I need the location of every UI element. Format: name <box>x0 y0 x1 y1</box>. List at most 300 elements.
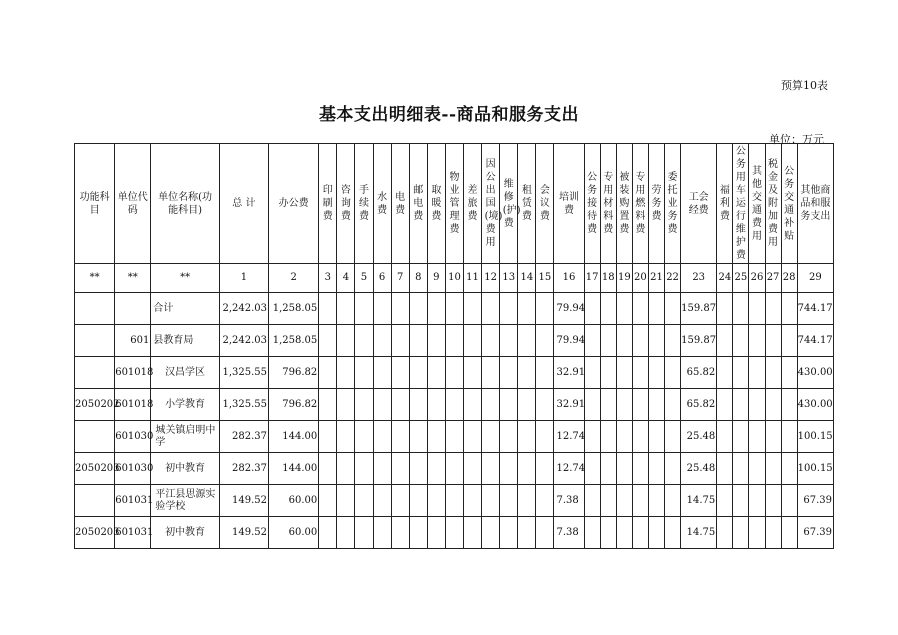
table-cell <box>733 293 749 325</box>
table-cell <box>319 357 337 389</box>
table-cell: 601031 <box>115 485 151 517</box>
table-cell <box>648 293 664 325</box>
table-cell: 744.17 <box>797 325 833 357</box>
table-row <box>75 325 834 357</box>
column-index: 23 <box>681 264 717 293</box>
table-cell: 65.82 <box>681 357 717 389</box>
table-cell <box>337 517 355 549</box>
column-index: 13 <box>500 264 518 293</box>
table-cell <box>482 389 500 421</box>
table-cell: 149.52 <box>219 517 268 549</box>
table-cell <box>427 517 445 549</box>
table-cell <box>391 453 409 485</box>
table-cell <box>665 325 681 357</box>
table-cell <box>427 389 445 421</box>
table-cell <box>733 485 749 517</box>
table-cell <box>337 389 355 421</box>
table-cell <box>600 485 616 517</box>
table-cell: 1,258.05 <box>269 325 319 357</box>
table-cell <box>632 325 648 357</box>
table-cell <box>536 357 554 389</box>
table-cell <box>355 389 373 421</box>
table-cell: 100.15 <box>797 453 833 485</box>
table-cell <box>427 325 445 357</box>
column-header: 税金及附加费用 <box>765 144 781 264</box>
table-cell <box>319 421 337 453</box>
table-cell <box>75 421 115 453</box>
column-header: 维修(护)费 <box>500 144 518 264</box>
table-cell: 1,258.05 <box>269 293 319 325</box>
table-cell: 67.39 <box>797 485 833 517</box>
table-cell <box>648 389 664 421</box>
table-cell <box>391 485 409 517</box>
column-index: ** <box>151 264 219 293</box>
column-index: 25 <box>733 264 749 293</box>
table-row <box>75 357 834 389</box>
table-cell: 2,242.03 <box>219 293 268 325</box>
table-cell <box>518 453 536 485</box>
table-cell <box>373 357 391 389</box>
table-cell <box>464 357 482 389</box>
column-index: 9 <box>427 264 445 293</box>
table-cell: 282.37 <box>219 453 268 485</box>
column-header: 专用材料费 <box>600 144 616 264</box>
table-cell: 601 <box>115 325 151 357</box>
table-cell <box>337 453 355 485</box>
table-cell <box>482 357 500 389</box>
column-header: 委托业务费 <box>665 144 681 264</box>
table-cell: 初中教育 <box>151 517 219 549</box>
table-cell <box>391 325 409 357</box>
table-row <box>75 485 834 517</box>
table-cell <box>781 389 797 421</box>
table-cell: 282.37 <box>219 421 268 453</box>
table-cell <box>616 357 632 389</box>
table-cell <box>648 421 664 453</box>
table-cell <box>781 357 797 389</box>
table-cell <box>409 517 427 549</box>
table-cell <box>391 389 409 421</box>
table-cell <box>600 389 616 421</box>
table-cell <box>600 453 616 485</box>
table-cell <box>733 325 749 357</box>
column-index: 15 <box>536 264 554 293</box>
table-cell <box>355 357 373 389</box>
table-cell <box>518 517 536 549</box>
column-header: 物业管理费 <box>445 144 463 264</box>
table-cell <box>427 293 445 325</box>
table-cell <box>337 421 355 453</box>
table-cell <box>409 325 427 357</box>
table-cell <box>464 389 482 421</box>
table-cell: 32.91 <box>554 389 584 421</box>
table-cell <box>733 421 749 453</box>
table-cell: 100.15 <box>797 421 833 453</box>
table-cell <box>600 293 616 325</box>
table-cell <box>536 325 554 357</box>
index-row <box>75 264 834 293</box>
table-cell <box>500 485 518 517</box>
table-cell: 初中教育 <box>151 453 219 485</box>
table-cell <box>500 325 518 357</box>
table-cell <box>717 517 733 549</box>
table-cell: 67.39 <box>797 517 833 549</box>
column-index: ** <box>75 264 115 293</box>
table-cell <box>373 389 391 421</box>
table-cell <box>337 325 355 357</box>
table-cell <box>781 453 797 485</box>
table-cell <box>600 357 616 389</box>
table-cell <box>355 517 373 549</box>
table-cell <box>445 485 463 517</box>
column-index: 19 <box>616 264 632 293</box>
table-cell <box>600 517 616 549</box>
table-cell <box>584 325 600 357</box>
table-cell <box>518 485 536 517</box>
table-row <box>75 389 834 421</box>
table-cell <box>391 357 409 389</box>
column-index: 26 <box>749 264 765 293</box>
column-index: 7 <box>391 264 409 293</box>
table-cell <box>616 517 632 549</box>
column-index: 20 <box>632 264 648 293</box>
table-cell <box>765 485 781 517</box>
table-cell <box>632 453 648 485</box>
table-cell <box>765 357 781 389</box>
table-cell <box>75 325 115 357</box>
table-cell <box>665 293 681 325</box>
table-cell <box>337 357 355 389</box>
form-code: 预算10表 <box>781 79 828 92</box>
table-cell <box>749 453 765 485</box>
column-index: 29 <box>797 264 833 293</box>
column-header: 单位名称(功能科目) <box>151 144 219 264</box>
table-cell <box>717 325 733 357</box>
page-title: 基本支出明细表--商品和服务支出 <box>318 105 580 125</box>
table-cell <box>765 325 781 357</box>
column-index: ** <box>115 264 151 293</box>
table-cell <box>632 357 648 389</box>
table-cell <box>749 485 765 517</box>
table-cell <box>536 485 554 517</box>
table-cell: 60.00 <box>269 485 319 517</box>
table-cell <box>600 421 616 453</box>
table-cell <box>464 485 482 517</box>
table-cell <box>355 325 373 357</box>
column-index: 17 <box>584 264 600 293</box>
column-index: 4 <box>337 264 355 293</box>
table-cell <box>733 517 749 549</box>
table-cell <box>765 389 781 421</box>
unit-label: 单位：万元 <box>769 133 824 146</box>
table-cell: 1,325.55 <box>219 389 268 421</box>
table-cell <box>445 325 463 357</box>
table-cell <box>749 357 765 389</box>
table-cell <box>319 453 337 485</box>
column-header: 咨询费 <box>337 144 355 264</box>
table-cell <box>648 453 664 485</box>
table-cell <box>632 485 648 517</box>
table-cell <box>500 421 518 453</box>
table-cell: 14.75 <box>681 517 717 549</box>
table-cell <box>373 325 391 357</box>
table-cell <box>482 293 500 325</box>
table-cell <box>445 517 463 549</box>
table-cell: 149.52 <box>219 485 268 517</box>
table-cell <box>749 293 765 325</box>
table-cell <box>75 357 115 389</box>
table-cell: 12.74 <box>554 453 584 485</box>
table-cell <box>536 517 554 549</box>
table-cell <box>445 389 463 421</box>
table-cell: 65.82 <box>681 389 717 421</box>
table-cell <box>319 325 337 357</box>
table-cell <box>500 453 518 485</box>
table-cell: 2050203 <box>75 517 115 549</box>
table-cell <box>665 485 681 517</box>
table-cell <box>584 421 600 453</box>
table-cell: 25.48 <box>681 421 717 453</box>
header-row <box>75 144 834 264</box>
table-cell <box>464 421 482 453</box>
table-cell <box>717 485 733 517</box>
table-cell <box>648 517 664 549</box>
column-index: 22 <box>665 264 681 293</box>
table-cell <box>409 485 427 517</box>
table-cell <box>518 293 536 325</box>
table-cell <box>355 293 373 325</box>
table-cell <box>518 325 536 357</box>
table-cell <box>584 453 600 485</box>
table-cell: 2,242.03 <box>219 325 268 357</box>
column-header: 邮电费 <box>409 144 427 264</box>
table-cell <box>600 325 616 357</box>
table-cell <box>749 517 765 549</box>
column-header: 公务用车运行维护费 <box>733 144 749 264</box>
column-header: 取暖费 <box>427 144 445 264</box>
table-cell: 7.38 <box>554 517 584 549</box>
table-row <box>75 517 834 549</box>
table-cell: 430.00 <box>797 389 833 421</box>
table-cell <box>648 357 664 389</box>
table-cell: 159.87 <box>681 293 717 325</box>
table-cell: 159.87 <box>681 325 717 357</box>
table-cell <box>319 517 337 549</box>
table-cell <box>616 485 632 517</box>
table-cell <box>115 293 151 325</box>
table-cell <box>749 389 765 421</box>
table-cell <box>355 453 373 485</box>
column-index: 18 <box>600 264 616 293</box>
table-cell <box>518 421 536 453</box>
column-index: 2 <box>269 264 319 293</box>
table-cell <box>391 421 409 453</box>
table-cell <box>749 325 765 357</box>
column-header: 印刷费 <box>319 144 337 264</box>
table-cell <box>584 485 600 517</box>
column-header: 专用燃料费 <box>632 144 648 264</box>
table-cell: 744.17 <box>797 293 833 325</box>
table-cell <box>632 421 648 453</box>
table-cell <box>319 485 337 517</box>
column-header: 单位代码 <box>115 144 151 264</box>
expenditure-table <box>74 143 834 549</box>
table-cell <box>445 421 463 453</box>
table-cell <box>427 453 445 485</box>
table-cell <box>765 453 781 485</box>
table-cell <box>765 421 781 453</box>
table-cell: 12.74 <box>554 421 584 453</box>
table-cell <box>717 421 733 453</box>
table-cell <box>482 325 500 357</box>
table-cell <box>464 325 482 357</box>
table-cell <box>445 453 463 485</box>
column-index: 21 <box>648 264 664 293</box>
column-index: 3 <box>319 264 337 293</box>
table-cell <box>518 357 536 389</box>
table-cell: 796.82 <box>269 357 319 389</box>
table-row <box>75 453 834 485</box>
table-cell: 79.94 <box>554 293 584 325</box>
table-cell: 14.75 <box>681 485 717 517</box>
column-header: 水费 <box>373 144 391 264</box>
column-index: 24 <box>717 264 733 293</box>
table-cell <box>616 389 632 421</box>
table-cell: 2050203 <box>75 453 115 485</box>
column-header: 电费 <box>391 144 409 264</box>
column-header: 劳务费 <box>648 144 664 264</box>
column-header: 差旅费 <box>464 144 482 264</box>
table-cell <box>445 293 463 325</box>
table-row <box>75 421 834 453</box>
table-cell: 144.00 <box>269 421 319 453</box>
table-cell <box>616 453 632 485</box>
table-cell <box>427 357 445 389</box>
table-cell <box>319 389 337 421</box>
table-cell <box>409 389 427 421</box>
column-header: 会议费 <box>536 144 554 264</box>
column-index: 14 <box>518 264 536 293</box>
table-cell: 430.00 <box>797 357 833 389</box>
table-cell: 601018 <box>115 389 151 421</box>
column-header: 公务接待费 <box>584 144 600 264</box>
table-cell <box>665 389 681 421</box>
table-cell: 796.82 <box>269 389 319 421</box>
table-cell: 601030 <box>115 453 151 485</box>
table-cell <box>765 517 781 549</box>
table-cell <box>518 389 536 421</box>
table-cell <box>373 453 391 485</box>
column-header: 因公出国(境)费用 <box>482 144 500 264</box>
table-cell <box>733 357 749 389</box>
table-cell <box>482 421 500 453</box>
table-cell <box>373 293 391 325</box>
table-cell: 601018 <box>115 357 151 389</box>
table-cell <box>749 421 765 453</box>
table-cell <box>75 293 115 325</box>
column-index: 16 <box>554 264 584 293</box>
column-header: 工会经费 <box>681 144 717 264</box>
table-cell: 601031 <box>115 517 151 549</box>
table-cell <box>500 357 518 389</box>
column-index: 8 <box>409 264 427 293</box>
column-index: 5 <box>355 264 373 293</box>
table-cell <box>427 421 445 453</box>
table-cell <box>464 517 482 549</box>
column-header: 办公费 <box>269 144 319 264</box>
column-index: 12 <box>482 264 500 293</box>
table-cell <box>464 453 482 485</box>
table-cell: 32.91 <box>554 357 584 389</box>
table-cell <box>648 325 664 357</box>
column-header: 总 计 <box>219 144 268 264</box>
table-cell: 1,325.55 <box>219 357 268 389</box>
table-cell <box>500 517 518 549</box>
table-cell <box>665 357 681 389</box>
table-cell <box>717 357 733 389</box>
table-cell <box>409 293 427 325</box>
table-cell <box>648 485 664 517</box>
table-cell <box>445 357 463 389</box>
table-cell <box>781 293 797 325</box>
table-cell <box>733 389 749 421</box>
table-cell <box>536 421 554 453</box>
table-cell <box>584 357 600 389</box>
column-index: 1 <box>219 264 268 293</box>
table-cell <box>373 485 391 517</box>
table-cell <box>500 293 518 325</box>
table-cell <box>482 485 500 517</box>
table-cell: 79.94 <box>554 325 584 357</box>
column-header: 被装购置费 <box>616 144 632 264</box>
table-cell: 小学教育 <box>151 389 219 421</box>
table-cell <box>584 389 600 421</box>
column-header: 功能科目 <box>75 144 115 264</box>
table-cell <box>373 517 391 549</box>
column-header: 公务交通补贴 <box>781 144 797 264</box>
column-header: 培训费 <box>554 144 584 264</box>
table-cell <box>391 293 409 325</box>
column-index: 27 <box>765 264 781 293</box>
table-cell <box>319 293 337 325</box>
table-cell <box>391 517 409 549</box>
table-row <box>75 293 834 325</box>
table-cell <box>409 357 427 389</box>
table-cell <box>464 293 482 325</box>
table-cell <box>717 389 733 421</box>
table-cell: 汉昌学区 <box>151 357 219 389</box>
table-cell <box>536 293 554 325</box>
table-cell <box>665 517 681 549</box>
column-index: 28 <box>781 264 797 293</box>
table-cell: 合计 <box>151 293 219 325</box>
table-cell: 2050202 <box>75 389 115 421</box>
table-cell <box>536 389 554 421</box>
table-cell <box>427 485 445 517</box>
table-cell: 601030 <box>115 421 151 453</box>
column-index: 6 <box>373 264 391 293</box>
table-cell <box>500 389 518 421</box>
table-cell <box>355 485 373 517</box>
table-cell <box>665 453 681 485</box>
table-cell <box>616 421 632 453</box>
table-cell <box>665 421 681 453</box>
column-index: 11 <box>464 264 482 293</box>
table-cell <box>717 293 733 325</box>
table-cell <box>355 421 373 453</box>
table-cell <box>536 453 554 485</box>
column-header: 其他交通费用 <box>749 144 765 264</box>
